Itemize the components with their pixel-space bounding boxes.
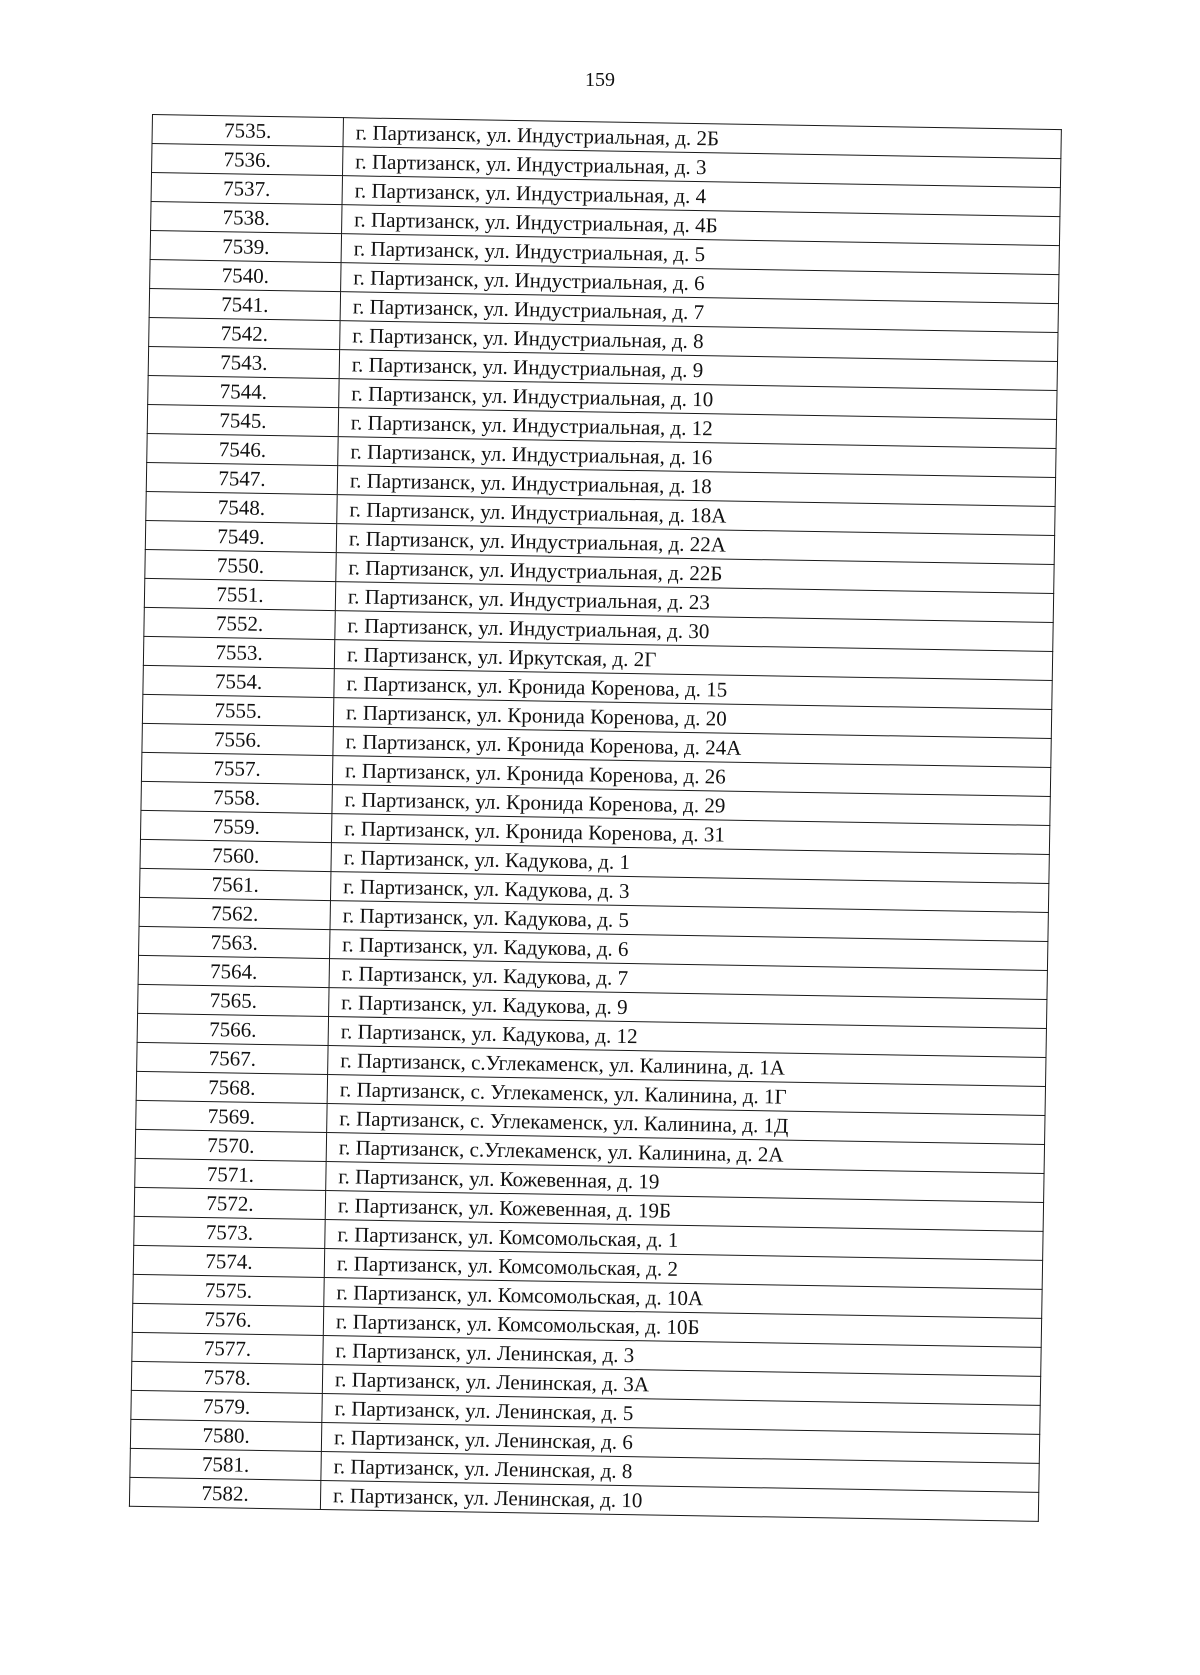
row-address: г. Партизанск, ул. Комсомольская, д. 1 bbox=[325, 1220, 1043, 1261]
row-number: 7560. bbox=[140, 839, 331, 871]
row-number: 7535. bbox=[152, 115, 343, 147]
row-address: г. Партизанск, ул. Индустриальная, д. 7 bbox=[340, 292, 1058, 333]
row-number: 7559. bbox=[140, 810, 331, 842]
row-number: 7571. bbox=[135, 1158, 326, 1190]
row-number: 7582. bbox=[129, 1477, 320, 1509]
row-number: 7546. bbox=[147, 433, 338, 465]
row-address: г. Партизанск, ул. Кадукова, д. 5 bbox=[330, 901, 1048, 942]
row-number: 7567. bbox=[137, 1042, 328, 1074]
row-number: 7579. bbox=[131, 1390, 322, 1422]
row-address: г. Партизанск, ул. Кронида Коренова, д. 20 bbox=[333, 698, 1051, 739]
row-address: г. Партизанск, с. Углекаменск, ул. Калинина, д. 1Д bbox=[327, 1104, 1045, 1145]
row-number: 7555. bbox=[142, 694, 333, 726]
row-number: 7549. bbox=[145, 520, 336, 552]
row-number: 7572. bbox=[134, 1187, 325, 1219]
row-address: г. Партизанск, ул. Ленинская, д. 8 bbox=[321, 1451, 1039, 1492]
row-number: 7561. bbox=[140, 868, 331, 900]
row-address: г. Партизанск, ул. Индустриальная, д. 22А bbox=[336, 524, 1054, 565]
row-number: 7545. bbox=[147, 404, 338, 436]
row-number: 7565. bbox=[138, 984, 329, 1016]
row-address: г. Партизанск, ул. Индустриальная, д. 2Б bbox=[343, 118, 1061, 159]
row-address: г. Партизанск, ул. Индустриальная, д. 18 bbox=[337, 466, 1055, 507]
row-address: г. Партизанск, ул. Кронида Коренова, д. 29 bbox=[332, 785, 1050, 826]
row-number: 7552. bbox=[144, 607, 335, 639]
row-number: 7581. bbox=[130, 1448, 321, 1480]
row-address: г. Партизанск, ул. Кронида Коренова, д. 26 bbox=[332, 756, 1050, 797]
row-address: г. Партизанск, ул. Кадукова, д. 6 bbox=[330, 930, 1048, 971]
row-address: г. Партизанск, ул. Индустриальная, д. 6 bbox=[341, 263, 1059, 304]
row-address: г. Партизанск, ул. Индустриальная, д. 3 bbox=[343, 147, 1061, 188]
row-number: 7566. bbox=[137, 1013, 328, 1045]
row-number: 7557. bbox=[141, 752, 332, 784]
row-number: 7548. bbox=[146, 491, 337, 523]
row-number: 7553. bbox=[143, 636, 334, 668]
row-address: г. Партизанск, ул. Ленинская, д. 5 bbox=[322, 1393, 1040, 1434]
row-address: г. Партизанск, ул. Индустриальная, д. 30 bbox=[335, 611, 1053, 652]
row-address: г. Партизанск, ул. Индустриальная, д. 16 bbox=[338, 437, 1056, 478]
row-number: 7575. bbox=[133, 1274, 324, 1306]
row-number: 7556. bbox=[142, 723, 333, 755]
row-number: 7576. bbox=[132, 1303, 323, 1335]
row-address: г. Партизанск, ул. Кожевенная, д. 19 bbox=[326, 1162, 1044, 1203]
row-number: 7538. bbox=[151, 201, 342, 233]
page-number: 159 bbox=[585, 69, 615, 91]
row-number: 7547. bbox=[146, 462, 337, 494]
row-address: г. Партизанск, ул. Кадукова, д. 9 bbox=[329, 988, 1047, 1029]
address-table bbox=[129, 114, 1062, 1522]
row-number: 7540. bbox=[150, 259, 341, 291]
row-address: г. Партизанск, ул. Комсомольская, д. 10А bbox=[324, 1278, 1042, 1319]
row-address: г. Партизанск, ул. Ленинская, д. 3А bbox=[322, 1365, 1040, 1406]
address-table-body bbox=[129, 115, 1061, 1522]
row-number: 7563. bbox=[139, 926, 330, 958]
row-number: 7580. bbox=[130, 1419, 321, 1451]
row-address: г. Партизанск, ул. Индустриальная, д. 12 bbox=[338, 408, 1056, 449]
row-address: г. Партизанск, ул. Индустриальная, д. 10 bbox=[339, 379, 1057, 420]
row-address: г. Партизанск, с.Углекаменск, ул. Калинина, д. 2А bbox=[326, 1133, 1044, 1174]
row-number: 7568. bbox=[136, 1071, 327, 1103]
row-number: 7564. bbox=[138, 955, 329, 987]
row-number: 7537. bbox=[151, 173, 342, 205]
row-number: 7551. bbox=[144, 578, 335, 610]
row-number: 7574. bbox=[133, 1245, 324, 1277]
row-address: г. Партизанск, с.Углекаменск, ул. Калинина, д. 1А bbox=[328, 1046, 1046, 1087]
row-address: г. Партизанск, ул. Кронида Коренова, д. 15 bbox=[334, 669, 1052, 710]
row-address: г. Партизанск, ул. Комсомольская, д. 10Б bbox=[323, 1307, 1041, 1348]
row-number: 7578. bbox=[131, 1361, 322, 1393]
row-number: 7569. bbox=[136, 1100, 327, 1132]
row-address: г. Партизанск, ул. Ленинская, д. 3 bbox=[323, 1336, 1041, 1377]
row-address: г. Партизанск, ул. Кадукова, д. 3 bbox=[330, 872, 1048, 913]
row-address: г. Партизанск, ул. Индустриальная, д. 5 bbox=[341, 234, 1059, 275]
row-address: г. Партизанск, ул. Индустриальная, д. 4Б bbox=[342, 205, 1060, 246]
row-address: г. Партизанск, ул. Индустриальная, д. 23 bbox=[335, 582, 1053, 623]
row-address: г. Партизанск, ул. Кожевенная, д. 19Б bbox=[325, 1191, 1043, 1232]
row-number: 7570. bbox=[135, 1129, 326, 1161]
row-address: г. Партизанск, ул. Индустриальная, д. 22Б bbox=[336, 553, 1054, 594]
row-address: г. Партизанск, с. Углекаменск, ул. Калинина, д. 1Г bbox=[327, 1075, 1045, 1116]
row-address: г. Партизанск, ул. Индустриальная, д. 18А bbox=[337, 495, 1055, 536]
row-address: г. Партизанск, ул. Кадукова, д. 7 bbox=[329, 959, 1047, 1000]
row-address: г. Партизанск, ул. Кронида Коренова, д. 24А bbox=[333, 727, 1051, 768]
row-address: г. Партизанск, ул. Ленинская, д. 6 bbox=[321, 1422, 1039, 1463]
row-address: г. Партизанск, ул. Индустриальная, д. 8 bbox=[340, 321, 1058, 362]
row-address: г. Партизанск, ул. Кронида Коренова, д. 31 bbox=[331, 814, 1049, 855]
row-number: 7544. bbox=[148, 375, 339, 407]
row-number: 7573. bbox=[134, 1216, 325, 1248]
row-number: 7542. bbox=[149, 317, 340, 349]
row-address: г. Партизанск, ул. Индустриальная, д. 4 bbox=[342, 176, 1060, 217]
row-address: г. Партизанск, ул. Иркутская, д. 2Г bbox=[334, 640, 1052, 681]
row-number: 7543. bbox=[148, 346, 339, 378]
row-address: г. Партизанск, ул. Комсомольская, д. 2 bbox=[324, 1249, 1042, 1290]
row-address: г. Партизанск, ул. Индустриальная, д. 9 bbox=[339, 350, 1057, 391]
row-number: 7558. bbox=[141, 781, 332, 813]
row-address: г. Партизанск, ул. Кадукова, д. 12 bbox=[328, 1017, 1046, 1058]
row-number: 7577. bbox=[132, 1332, 323, 1364]
row-number: 7536. bbox=[152, 144, 343, 176]
row-number: 7541. bbox=[149, 288, 340, 320]
row-number: 7539. bbox=[150, 230, 341, 262]
row-address: г. Партизанск, ул. Кадукова, д. 1 bbox=[331, 843, 1049, 884]
row-number: 7562. bbox=[139, 897, 330, 929]
row-number: 7554. bbox=[143, 665, 334, 697]
row-address: г. Партизанск, ул. Ленинская, д. 10 bbox=[320, 1480, 1038, 1521]
row-number: 7550. bbox=[145, 549, 336, 581]
